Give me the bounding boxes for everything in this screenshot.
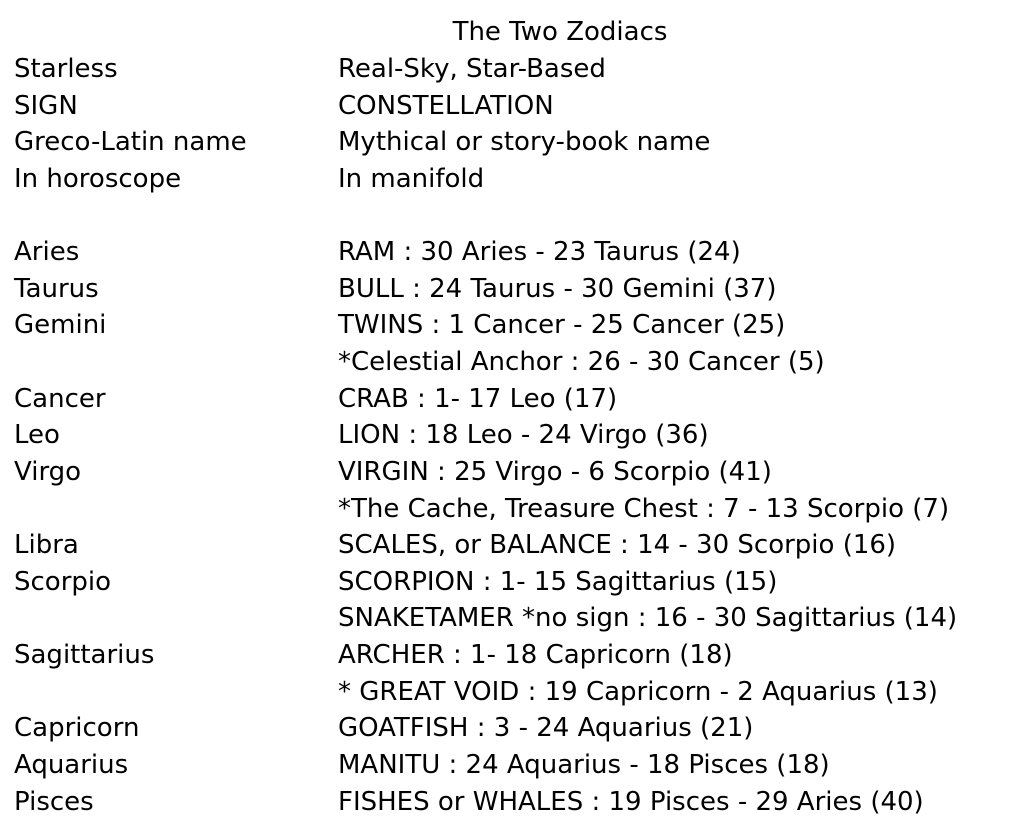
header-row [0, 51, 1012, 87]
header-right: CONSTELLATION [338, 91, 554, 121]
zodiac-row [0, 344, 1012, 380]
sign-name: Taurus [14, 274, 99, 304]
constellation-entry: VIRGIN : 25 Virgo - 6 Scorpio (41) [338, 457, 772, 487]
header-right: In manifold [338, 164, 485, 194]
constellation-entry: GOATFISH : 3 - 24 Aquarius (21) [338, 713, 754, 743]
constellation-entry: SNAKETAMER *no sign : 16 - 30 Sagittarius (14) [338, 603, 958, 633]
sign-name: Pisces [14, 787, 94, 817]
sign-name: Cancer [14, 384, 106, 414]
sign-name: Aries [14, 237, 80, 267]
constellation-entry: BULL : 24 Taurus - 30 Gemini (37) [338, 274, 777, 304]
header-left: Starless [14, 54, 118, 84]
sign-name: Leo [14, 420, 60, 450]
constellation-entry: TWINS : 1 Cancer - 25 Cancer (25) [338, 310, 786, 340]
constellation-entry: SCORPION : 1- 15 Sagittarius (15) [338, 567, 778, 597]
sign-name: Capricorn [14, 713, 140, 743]
sign-name: Scorpio [14, 567, 112, 597]
constellation-entry: FISHES or WHALES : 19 Pisces - 29 Aries (40) [338, 787, 924, 817]
header-row [0, 161, 1012, 197]
zodiac-row [0, 307, 1012, 343]
zodiac-row [0, 454, 1012, 490]
zodiac-row [0, 600, 1012, 636]
sign-name: Aquarius [14, 750, 129, 780]
header-row [0, 88, 1012, 124]
header-left: Greco-Latin name [14, 127, 247, 157]
constellation-entry: CRAB : 1- 17 Leo (17) [338, 384, 618, 414]
zodiac-row [0, 381, 1012, 417]
constellation-entry: MANITU : 24 Aquarius - 18 Pisces (18) [338, 750, 830, 780]
header-row [0, 124, 1012, 160]
zodiac-row [0, 527, 1012, 563]
constellation-entry: RAM : 30 Aries - 23 Taurus (24) [338, 237, 741, 267]
sign-name: Sagittarius [14, 640, 155, 670]
zodiac-row [0, 637, 1012, 673]
header-right: Mythical or story-book name [338, 127, 711, 157]
zodiac-row [0, 710, 1012, 746]
sign-name: Gemini [14, 310, 107, 340]
constellation-entry: SCALES, or BALANCE : 14 - 30 Scorpio (16) [338, 530, 897, 560]
sign-name: Libra [14, 530, 79, 560]
constellation-entry: *Celestial Anchor : 26 - 30 Cancer (5) [338, 347, 825, 377]
zodiac-row [0, 234, 1012, 270]
constellation-entry: *The Cache, Treasure Chest : 7 - 13 Scorpio (7) [338, 494, 950, 524]
zodiac-row [0, 674, 1012, 710]
constellation-entry: ARCHER : 1- 18 Capricorn (18) [338, 640, 733, 670]
zodiac-row [0, 271, 1012, 307]
constellation-entry: LION : 18 Leo - 24 Virgo (36) [338, 420, 709, 450]
header-left: SIGN [14, 91, 78, 121]
zodiac-row [0, 784, 1012, 820]
constellation-entry: * GREAT VOID : 19 Capricorn - 2 Aquarius (13) [338, 677, 938, 707]
header-right: Real-Sky, Star-Based [338, 54, 606, 84]
document-title: The Two Zodiacs [452, 17, 668, 47]
zodiac-row [0, 491, 1012, 527]
sign-name: Virgo [14, 457, 82, 487]
zodiac-row [0, 417, 1012, 453]
zodiac-row [0, 747, 1012, 783]
header-left: In horoscope [14, 164, 182, 194]
zodiac-row [0, 564, 1012, 600]
